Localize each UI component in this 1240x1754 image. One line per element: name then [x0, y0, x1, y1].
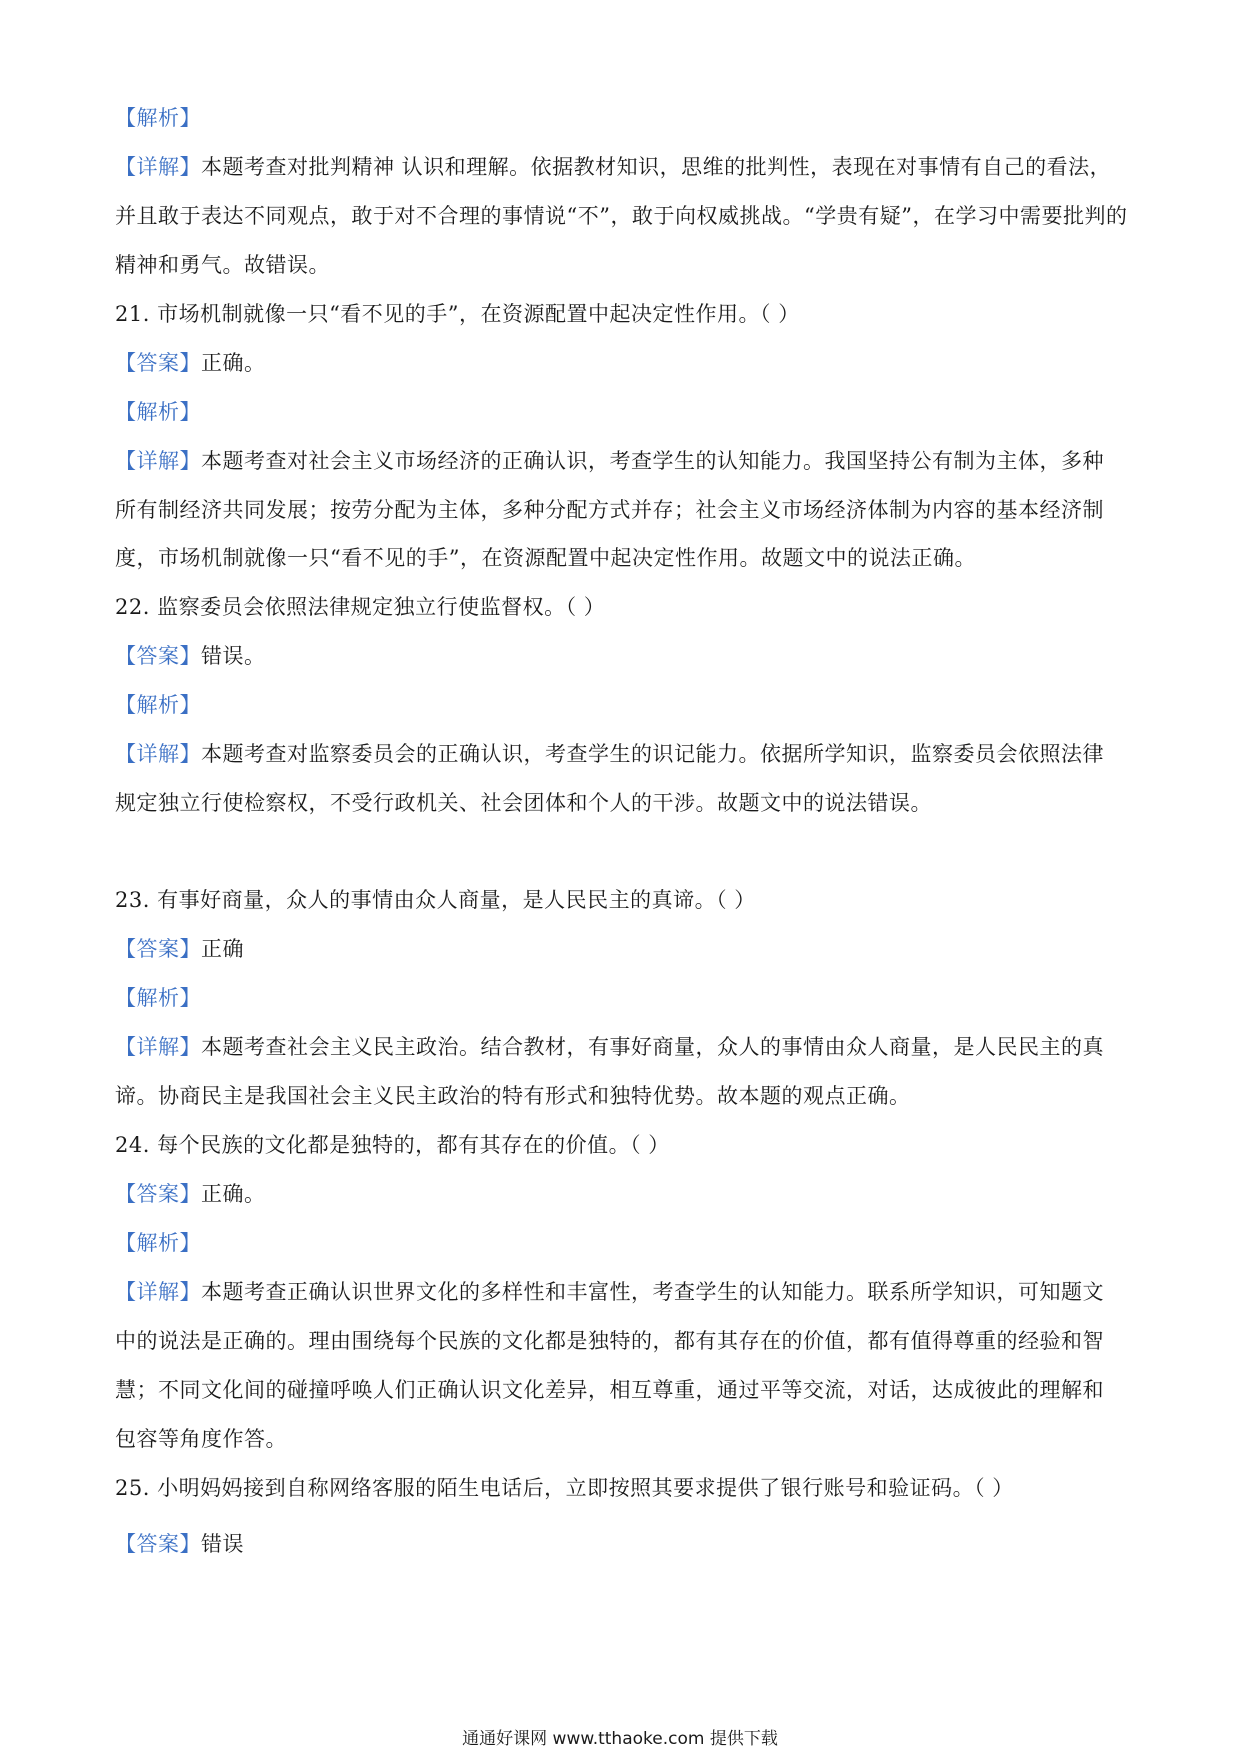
q22-question: 22. 监察委员会依照法律规定独立行使监督权。（ ） [115, 595, 606, 619]
q25-answer: 【答案】错误 [115, 1532, 244, 1556]
q24-detail-line-4: 包容等角度作答。 [115, 1427, 287, 1451]
q24-answer: 【答案】正确。 [115, 1182, 266, 1206]
footer-source: 通通好课网 www.tthaoke.com 提供下载 [462, 1729, 778, 1749]
answer-tag: 【答案】 [115, 351, 201, 375]
answer-tag: 【答案】 [115, 1532, 201, 1556]
detail-tag: 【详解】 [115, 449, 201, 473]
detail-tag: 【详解】 [115, 155, 201, 179]
q24-detail-line-3: 慧；不同文化间的碰撞呼唤人们正确认识文化差异，相互尊重，通过平等交流，对话，达成彼此的理解和 [115, 1378, 1104, 1402]
q23-question: 23. 有事好商量，众人的事情由众人商量，是人民民主的真谛。（ ） [115, 888, 756, 912]
q24-detail-line-1: 【详解】本题考查正确认识世界文化的多样性和丰富性，考查学生的认知能力。联系所学知识，可知题文 [115, 1280, 1104, 1304]
q22-detail-line-1: 【详解】本题考查对监察委员会的正确认识，考查学生的识记能力。依据所学知识，监察委员会依照法律 [115, 742, 1104, 766]
answer-tag: 【答案】 [115, 1182, 201, 1206]
q21-answer: 【答案】正确。 [115, 351, 266, 375]
q24-analysis-label: 【解析】 [115, 1231, 201, 1255]
q22-detail-line-2: 规定独立行使检察权，不受行政机关、社会团体和个人的干涉。故题文中的说法错误。 [115, 791, 932, 815]
q23-analysis-label: 【解析】 [115, 986, 201, 1010]
answer-tag: 【答案】 [115, 644, 201, 668]
q24-detail-line-2: 中的说法是正确的。理由围绕每个民族的文化都是独特的，都有其存在的价值，都有值得尊重的经验和智 [115, 1329, 1104, 1353]
detail-tag: 【详解】 [115, 742, 201, 766]
q21-detail-line-1: 【详解】本题考查对社会主义市场经济的正确认识，考查学生的认知能力。我国坚持公有制为主体，多种 [115, 449, 1104, 473]
q23-detail-line-2: 谛。协商民主是我国社会主义民主政治的特有形式和独特优势。故本题的观点正确。 [115, 1084, 911, 1108]
detail-tag: 【详解】 [115, 1280, 201, 1304]
q24-question: 24. 每个民族的文化都是独特的，都有其存在的价值。（ ） [115, 1133, 670, 1157]
q20-detail-line-1: 【详解】本题考查对批判精神 认识和理解。依据教材知识，思维的批判性，表现在对事情有自己的看法， [115, 155, 1112, 179]
answer-tag: 【答案】 [115, 937, 201, 961]
q21-analysis-label: 【解析】 [115, 400, 201, 424]
q21-detail-line-3: 度，市场机制就像一只“看不见的手”，在资源配置中起决定性作用。故题文中的说法正确。 [115, 546, 976, 570]
detail-tag: 【详解】 [115, 1035, 201, 1059]
q20-analysis-label: 【解析】 [115, 106, 201, 130]
q23-answer: 【答案】正确 [115, 937, 244, 961]
q20-detail-line-2: 并且敢于表达不同观点，敢于对不合理的事情说“不”，敢于向权威挑战。“学贵有疑”，在学习中需要批判的 [115, 204, 1128, 228]
q20-detail-line-3: 精神和勇气。故错误。 [115, 253, 330, 277]
q22-analysis-label: 【解析】 [115, 693, 201, 717]
q21-detail-line-2: 所有制经济共同发展；按劳分配为主体，多种分配方式并存；社会主义市场经济体制为内容的基本经济制 [115, 498, 1104, 522]
q25-question: 25. 小明妈妈接到自称网络客服的陌生电话后，立即按照其要求提供了银行账号和验证码。（ ） [115, 1476, 1014, 1500]
q21-question: 21. 市场机制就像一只“看不见的手”，在资源配置中起决定性作用。（ ） [115, 302, 800, 326]
q23-detail-line-1: 【详解】本题考查社会主义民主政治。结合教材，有事好商量，众人的事情由众人商量，是人民民主的真 [115, 1035, 1104, 1059]
q22-answer: 【答案】错误。 [115, 644, 266, 668]
